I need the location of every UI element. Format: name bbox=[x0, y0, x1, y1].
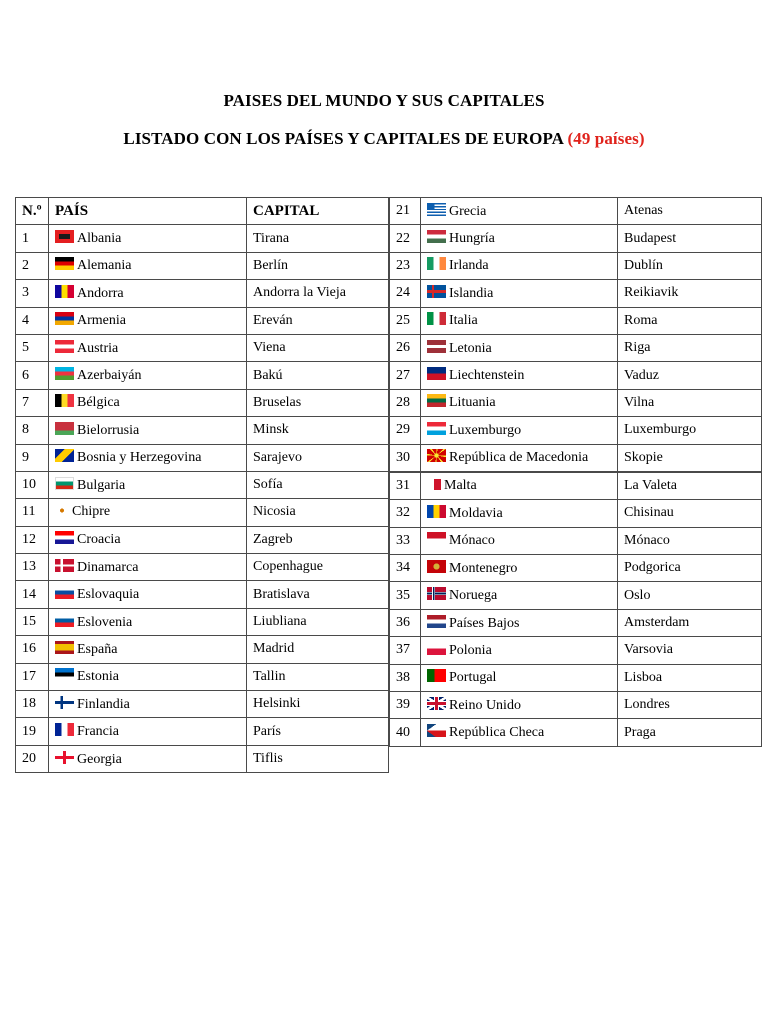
country-name: Moldavia bbox=[449, 505, 503, 521]
row-number: 8 bbox=[16, 417, 49, 444]
country-name: Portugal bbox=[449, 670, 497, 686]
country-cell-republica-de-macedonia bbox=[421, 444, 618, 472]
capital-name: Amsterdam bbox=[618, 609, 762, 636]
netherlands-flag-icon bbox=[427, 615, 446, 628]
country-name: Eslovaquia bbox=[77, 587, 140, 603]
country-cell-islandia bbox=[421, 280, 618, 307]
macedonia-flag-icon bbox=[427, 449, 446, 462]
table-row bbox=[390, 664, 762, 691]
azerbaijan-flag-icon bbox=[55, 367, 74, 380]
country-cell-estonia bbox=[49, 663, 247, 690]
liechtenstein-flag-icon bbox=[427, 367, 446, 380]
capital-name: Riga bbox=[618, 334, 762, 361]
capital-name: Viena bbox=[247, 334, 389, 361]
capital-name: Skopie bbox=[618, 444, 762, 472]
country-cell-italia bbox=[421, 307, 618, 334]
country-cell-malta bbox=[421, 472, 618, 500]
austria-flag-icon bbox=[55, 340, 74, 353]
country-cell-irlanda bbox=[421, 252, 618, 279]
country-name: Italia bbox=[449, 313, 478, 329]
country-name: Alemania bbox=[77, 258, 132, 274]
country-cell-portugal bbox=[421, 664, 618, 691]
country-cell-republica-checa bbox=[421, 719, 618, 746]
capital-name: Vaduz bbox=[618, 362, 762, 389]
column-header-country: PAÍS bbox=[49, 198, 247, 225]
table-row bbox=[16, 663, 389, 690]
country-cell-bulgaria bbox=[49, 471, 247, 498]
capital-name: Tirana bbox=[247, 225, 389, 252]
country-cell-reino-unido bbox=[421, 692, 618, 719]
capital-name: Varsovia bbox=[618, 637, 762, 664]
norway-flag-icon bbox=[427, 587, 446, 600]
row-number: 11 bbox=[16, 499, 49, 526]
capital-name: La Valeta bbox=[618, 472, 762, 500]
country-cell-luxemburgo bbox=[421, 417, 618, 444]
row-number: 24 bbox=[390, 280, 421, 307]
country-cell-georgia bbox=[49, 745, 247, 772]
table-row bbox=[16, 471, 389, 498]
country-cell-alemania bbox=[49, 252, 247, 279]
capital-name: Budapest bbox=[618, 225, 762, 252]
country-name: Bielorrusia bbox=[77, 422, 140, 438]
france-flag-icon bbox=[55, 723, 74, 736]
table-row bbox=[16, 444, 389, 471]
country-count: (49 países) bbox=[567, 129, 645, 148]
country-name: Chipre bbox=[72, 504, 111, 520]
table-row bbox=[390, 362, 762, 389]
country-cell-monaco bbox=[421, 527, 618, 554]
row-number: 6 bbox=[16, 362, 49, 389]
row-number: 23 bbox=[390, 252, 421, 279]
poland-flag-icon bbox=[427, 642, 446, 655]
table-row bbox=[390, 500, 762, 527]
table-row bbox=[16, 745, 389, 772]
country-name: Bélgica bbox=[77, 395, 120, 411]
page-title: PAISES DEL MUNDO Y SUS CAPITALES bbox=[223, 91, 545, 110]
country-name: Irlanda bbox=[449, 258, 489, 274]
country-name: Mónaco bbox=[449, 533, 495, 549]
row-number: 12 bbox=[16, 526, 49, 553]
country-name: Eslovenia bbox=[77, 614, 133, 630]
country-name: Bosnia y Herzegovina bbox=[77, 450, 202, 466]
country-name: Azerbaiyán bbox=[77, 368, 142, 384]
table-row bbox=[16, 389, 389, 416]
country-name: República de Macedonia bbox=[449, 450, 589, 466]
column-header-capital: CAPITAL bbox=[247, 198, 389, 225]
denmark-flag-icon bbox=[55, 559, 74, 572]
croatia-flag-icon bbox=[55, 531, 74, 544]
capital-name: Berlín bbox=[247, 252, 389, 279]
capital-name: Sofía bbox=[247, 471, 389, 498]
country-cell-albania bbox=[49, 225, 247, 252]
country-cell-azerbaiyan bbox=[49, 362, 247, 389]
country-name: Francia bbox=[77, 724, 119, 740]
table-row bbox=[390, 252, 762, 279]
capital-name: Mónaco bbox=[618, 527, 762, 554]
capital-name: Zagreb bbox=[247, 526, 389, 553]
row-number: 9 bbox=[16, 444, 49, 471]
table-row bbox=[16, 691, 389, 718]
table-row bbox=[16, 581, 389, 608]
portugal-flag-icon bbox=[427, 669, 446, 682]
country-cell-bielorrusia bbox=[49, 417, 247, 444]
capital-name: Bakú bbox=[247, 362, 389, 389]
country-cell-eslovaquia bbox=[49, 581, 247, 608]
table-row bbox=[390, 637, 762, 664]
montenegro-flag-icon bbox=[427, 560, 446, 573]
capital-name: Ereván bbox=[247, 307, 389, 334]
belarus-flag-icon bbox=[55, 422, 74, 435]
table-row bbox=[16, 718, 389, 745]
row-number: 26 bbox=[390, 334, 421, 361]
table-row bbox=[16, 225, 389, 252]
row-number: 35 bbox=[390, 582, 421, 609]
row-number: 40 bbox=[390, 719, 421, 746]
country-name: Grecia bbox=[449, 203, 487, 219]
row-number: 38 bbox=[390, 664, 421, 691]
capital-name: Reikiavik bbox=[618, 280, 762, 307]
table-row bbox=[390, 198, 762, 225]
monaco-flag-icon bbox=[427, 532, 446, 545]
greece-flag-icon bbox=[427, 203, 446, 216]
country-cell-austria bbox=[49, 334, 247, 361]
country-name: Hungría bbox=[449, 231, 495, 247]
country-name: Bulgaria bbox=[77, 477, 126, 493]
capital-name: París bbox=[247, 718, 389, 745]
table-row bbox=[390, 225, 762, 252]
country-name: Albania bbox=[77, 231, 122, 247]
row-number: 19 bbox=[16, 718, 49, 745]
table-row bbox=[16, 334, 389, 361]
country-cell-andorra bbox=[49, 280, 247, 307]
row-number: 21 bbox=[390, 198, 421, 225]
subtitle-text: LISTADO CON LOS PAÍSES Y CAPITALES DE EUROPA bbox=[123, 129, 564, 148]
finland-flag-icon bbox=[55, 696, 74, 709]
capital-name: Bruselas bbox=[247, 389, 389, 416]
row-number: 34 bbox=[390, 555, 421, 582]
page-subtitle bbox=[0, 129, 768, 149]
capital-name: Londres bbox=[618, 692, 762, 719]
table-row bbox=[390, 555, 762, 582]
iceland-flag-icon bbox=[427, 285, 446, 298]
capital-name: Chisinau bbox=[618, 500, 762, 527]
hungary-flag-icon bbox=[427, 230, 446, 243]
row-number: 2 bbox=[16, 252, 49, 279]
table-row bbox=[390, 609, 762, 636]
row-number: 28 bbox=[390, 389, 421, 416]
andorra-flag-icon bbox=[55, 285, 74, 298]
country-name: Andorra bbox=[77, 285, 124, 301]
country-cell-polonia bbox=[421, 637, 618, 664]
country-cell-hungria bbox=[421, 225, 618, 252]
countries-table-right bbox=[389, 197, 762, 747]
country-name: Georgia bbox=[77, 751, 122, 767]
uk-flag-icon bbox=[427, 697, 446, 710]
country-name: Austria bbox=[77, 340, 119, 356]
row-number: 39 bbox=[390, 692, 421, 719]
country-cell-finlandia bbox=[49, 691, 247, 718]
table-row bbox=[390, 527, 762, 554]
table-row bbox=[390, 719, 762, 746]
country-cell-letonia bbox=[421, 334, 618, 361]
row-number: 25 bbox=[390, 307, 421, 334]
country-name: Liechtenstein bbox=[449, 368, 525, 384]
country-name: República Checa bbox=[449, 725, 545, 741]
country-cell-eslovenia bbox=[49, 608, 247, 635]
row-number: 3 bbox=[16, 280, 49, 307]
country-cell-paises-bajos bbox=[421, 609, 618, 636]
row-number: 29 bbox=[390, 417, 421, 444]
table-row bbox=[16, 417, 389, 444]
country-cell-espana bbox=[49, 636, 247, 663]
row-number: 31 bbox=[390, 472, 421, 500]
capital-name: Roma bbox=[618, 307, 762, 334]
row-number: 10 bbox=[16, 471, 49, 498]
row-number: 13 bbox=[16, 554, 49, 581]
country-cell-moldavia bbox=[421, 500, 618, 527]
row-number: 18 bbox=[16, 691, 49, 718]
table-row bbox=[390, 417, 762, 444]
capital-name: Minsk bbox=[247, 417, 389, 444]
country-name: Noruega bbox=[449, 588, 498, 604]
italy-flag-icon bbox=[427, 312, 446, 325]
table-row bbox=[390, 444, 762, 472]
capital-name: Luxemburgo bbox=[618, 417, 762, 444]
luxembourg-flag-icon bbox=[427, 422, 446, 435]
latvia-flag-icon bbox=[427, 340, 446, 353]
row-number: 27 bbox=[390, 362, 421, 389]
capital-name: Tiflis bbox=[247, 745, 389, 772]
capital-name: Helsinki bbox=[247, 691, 389, 718]
country-cell-dinamarca bbox=[49, 554, 247, 581]
capital-name: Atenas bbox=[618, 198, 762, 225]
country-cell-belgica bbox=[49, 389, 247, 416]
ireland-flag-icon bbox=[427, 257, 446, 270]
country-name: Montenegro bbox=[449, 560, 518, 576]
estonia-flag-icon bbox=[55, 668, 74, 681]
country-name: Malta bbox=[444, 478, 477, 494]
country-cell-grecia bbox=[421, 198, 618, 225]
country-name: Armenia bbox=[77, 313, 126, 329]
table-row bbox=[16, 307, 389, 334]
country-cell-liechtenstein bbox=[421, 362, 618, 389]
capital-name: Dublín bbox=[618, 252, 762, 279]
armenia-flag-icon bbox=[55, 312, 74, 325]
row-number: 37 bbox=[390, 637, 421, 664]
table-row bbox=[390, 389, 762, 416]
slovakia-flag-icon bbox=[55, 586, 74, 599]
table-row bbox=[16, 526, 389, 553]
table-row bbox=[16, 554, 389, 581]
capital-name: Nicosia bbox=[247, 499, 389, 526]
country-cell-noruega bbox=[421, 582, 618, 609]
table-row bbox=[390, 472, 762, 500]
row-number: 33 bbox=[390, 527, 421, 554]
table-row bbox=[390, 582, 762, 609]
country-name: Finlandia bbox=[77, 696, 130, 712]
table-row bbox=[390, 280, 762, 307]
row-number: 20 bbox=[16, 745, 49, 772]
capital-name: Podgorica bbox=[618, 555, 762, 582]
row-number: 14 bbox=[16, 581, 49, 608]
countries-table-left bbox=[15, 197, 389, 773]
lithuania-flag-icon bbox=[427, 394, 446, 407]
bulgaria-flag-icon bbox=[55, 477, 74, 490]
capital-name: Tallin bbox=[247, 663, 389, 690]
country-name: Reino Unido bbox=[449, 697, 521, 713]
row-number: 15 bbox=[16, 608, 49, 635]
table-row bbox=[16, 280, 389, 307]
malta-flag-icon bbox=[427, 479, 441, 490]
table-row bbox=[16, 252, 389, 279]
country-cell-croacia bbox=[49, 526, 247, 553]
country-name: Dinamarca bbox=[77, 559, 139, 575]
country-name: Países Bajos bbox=[449, 615, 520, 631]
country-name: España bbox=[77, 641, 118, 657]
row-number: 7 bbox=[16, 389, 49, 416]
capital-name: Lisboa bbox=[618, 664, 762, 691]
country-cell-armenia bbox=[49, 307, 247, 334]
table-header-row bbox=[16, 198, 389, 225]
row-number: 5 bbox=[16, 334, 49, 361]
country-name: Luxemburgo bbox=[449, 422, 522, 438]
capital-name: Andorra la Vieja bbox=[247, 280, 389, 307]
country-cell-bosnia-y-herzegovina bbox=[49, 444, 247, 471]
country-cell-chipre bbox=[49, 499, 247, 526]
row-number: 4 bbox=[16, 307, 49, 334]
capital-name: Bratislava bbox=[247, 581, 389, 608]
slovenia-flag-icon bbox=[55, 614, 74, 627]
country-name: Croacia bbox=[77, 532, 121, 548]
country-name: Lituania bbox=[449, 395, 496, 411]
country-name: Polonia bbox=[449, 642, 492, 658]
cyprus-flag-icon bbox=[55, 505, 69, 516]
table-row bbox=[390, 692, 762, 719]
country-cell-francia bbox=[49, 718, 247, 745]
czech-flag-icon bbox=[427, 724, 446, 737]
georgia-flag-icon bbox=[55, 751, 74, 764]
capital-name: Vilna bbox=[618, 389, 762, 416]
row-number: 17 bbox=[16, 663, 49, 690]
capital-name: Liubliana bbox=[247, 608, 389, 635]
table-row bbox=[16, 362, 389, 389]
capital-name: Madrid bbox=[247, 636, 389, 663]
capital-name: Sarajevo bbox=[247, 444, 389, 471]
table-row bbox=[16, 608, 389, 635]
capital-name: Praga bbox=[618, 719, 762, 746]
country-name: Letonia bbox=[449, 340, 492, 356]
bosnia-flag-icon bbox=[55, 449, 74, 462]
moldova-flag-icon bbox=[427, 505, 446, 518]
table-row bbox=[390, 307, 762, 334]
country-name: Estonia bbox=[77, 669, 119, 685]
column-header-number: N.º bbox=[16, 198, 49, 225]
table-row bbox=[390, 334, 762, 361]
row-number: 1 bbox=[16, 225, 49, 252]
country-cell-lituania bbox=[421, 389, 618, 416]
capital-name: Oslo bbox=[618, 582, 762, 609]
row-number: 22 bbox=[390, 225, 421, 252]
table-row bbox=[16, 636, 389, 663]
country-name: Islandia bbox=[449, 285, 494, 301]
spain-flag-icon bbox=[55, 641, 74, 654]
albania-flag-icon bbox=[55, 230, 74, 243]
table-row bbox=[16, 499, 389, 526]
row-number: 32 bbox=[390, 500, 421, 527]
capital-name: Copenhague bbox=[247, 554, 389, 581]
row-number: 30 bbox=[390, 444, 421, 472]
country-cell-montenegro bbox=[421, 555, 618, 582]
row-number: 16 bbox=[16, 636, 49, 663]
row-number: 36 bbox=[390, 609, 421, 636]
belgium-flag-icon bbox=[55, 394, 74, 407]
germany-flag-icon bbox=[55, 257, 74, 270]
